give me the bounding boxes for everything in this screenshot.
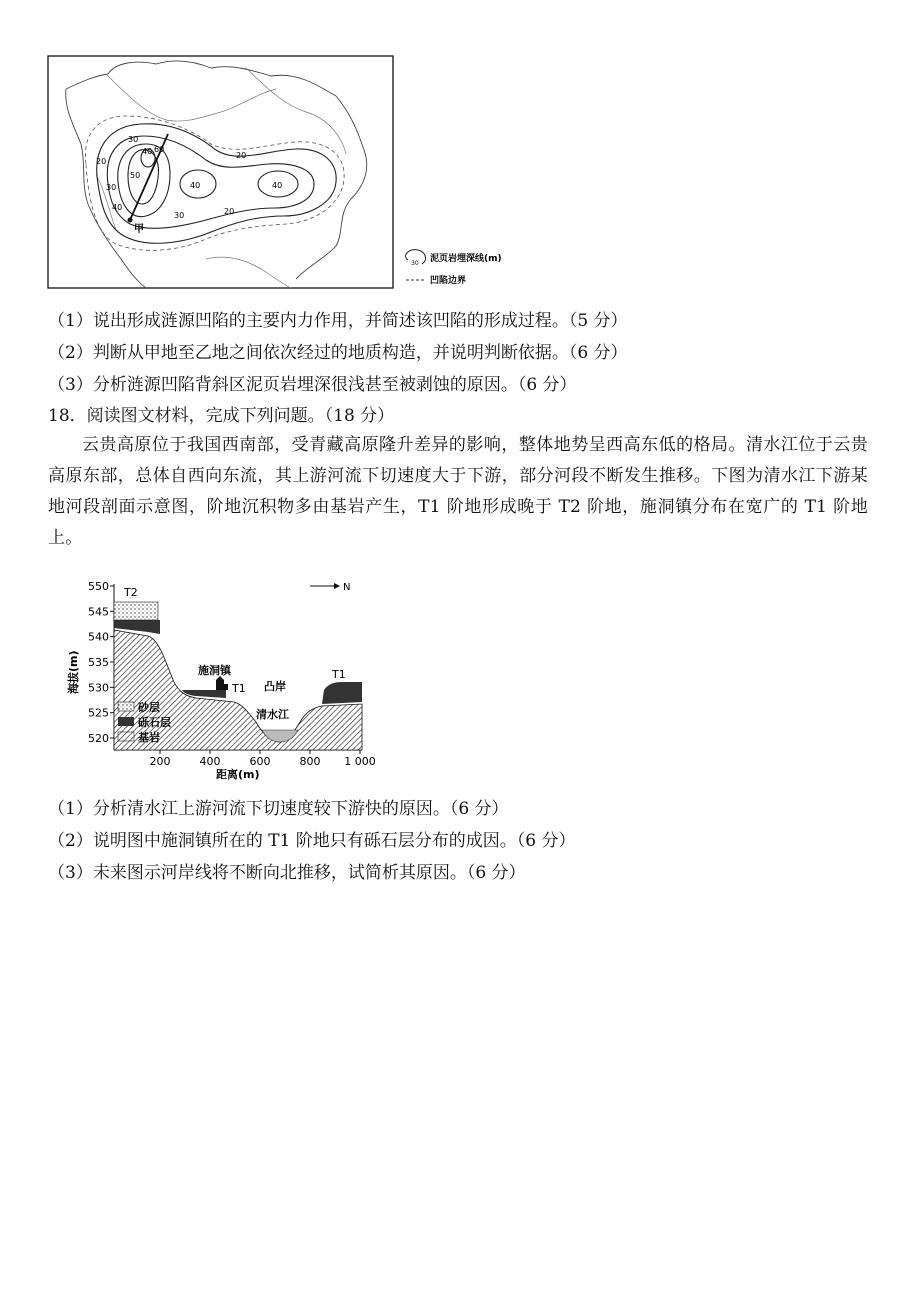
contour-label: 40 [142,147,153,156]
convex-bank-label: 凸岸 [264,680,286,693]
t1-left-label: T1 [232,682,246,695]
contour-label: 60 [154,145,165,154]
t2-label: T2 [124,586,138,599]
bedrock-legend-label: 基岩 [138,731,160,744]
y-tick-label: 535 [88,656,109,669]
contour-label: 30 [174,211,185,220]
contour-label: 40 [272,181,283,190]
contour-legend-symbol: 30 [411,260,419,267]
q17-question-3: （3）分析涟源凹陷背斜区泥页岩埋深很浅甚至被剥蚀的原因。（6 分） [48,375,577,395]
gravel-legend-label: 砾石层 [138,716,171,729]
x-tick-label: 600 [249,755,271,768]
sand-layer-t2 [114,602,158,620]
x-tick-label: 800 [299,755,321,768]
x-axis-title: 距离(m) [216,768,260,781]
q18-question-1: （1）分析清水江上游河流下切速度较下游快的原因。（6 分） [48,799,509,819]
bedrock-legend-swatch [118,732,134,741]
contour-label: 30 [106,183,117,192]
y-axis-title: 海拔(m) [67,650,80,694]
contour-map-figure [46,54,516,294]
boundary-legend-text: 凹陷边界 [430,276,467,286]
x-tick-label: 400 [199,755,221,768]
q17-question-2: （2）判断从甲地至乙地之间依次经过的地质构造，并说明判断依据。（6 分） [48,343,628,363]
sand-legend-label: 砂层 [138,701,160,714]
contour-label: 40 [112,203,123,212]
town-building [216,676,228,690]
place-marker [128,218,133,223]
contour-label: 20 [224,207,235,216]
y-tick-label: 550 [88,580,109,593]
q17-question-1: （1）说出形成涟源凹陷的主要内力作用，并简述该凹陷的形成过程。（5 分） [48,311,628,331]
q18-question-2: （2）说明图中施洞镇所在的 T1 阶地只有砾石层分布的成因。（6 分） [48,831,576,851]
x-tick-label: 200 [149,755,171,768]
y-tick-label: 530 [88,681,109,695]
north-arrow-head [334,583,340,589]
town-label: 施洞镇 [198,664,231,677]
q18-heading: 18．阅读图文材料，完成下列问题。（18 分） [48,406,395,426]
contour-label: 30 [128,135,139,144]
river-label: 清水江 [256,708,289,721]
contour-label: 20 [96,157,107,166]
y-tick-label: 545 [88,605,109,619]
gravel-legend-swatch [118,717,134,726]
t1-right-label: T1 [332,668,346,681]
y-tick-label: 540 [88,630,109,644]
north-label: N [343,582,351,593]
y-tick-label: 520 [88,732,109,745]
place-label-jia: 甲 [134,224,144,235]
contour-label: 20 [236,151,247,160]
y-tick-label: 525 [88,706,109,720]
sand-legend-swatch [118,702,134,711]
river-profile-figure [66,572,376,784]
gravel-layer-t1-right [322,682,362,704]
contour-label: 50 [130,171,141,180]
map-legend [406,250,502,286]
contour-label: 40 [190,181,201,190]
x-tick-label: 1 000 [344,755,376,768]
q18-question-3: （3）未来图示河岸线将不断向北推移，试简析其原因。（6 分） [48,863,526,883]
map-frame [48,56,393,288]
y-ticks [88,580,114,745]
contour-legend-text: 泥页岩埋深线(m) [430,254,502,264]
x-ticks [150,750,376,768]
q18-material-paragraph: 云贵高原位于我国西南部，受青藏高原隆升差异的影响，整体地势呈西高东低的格局。清水江位于云贵高原东部，总体自西向东流，其上游河流下切速度大于下游，部分河段不断发生推移。下图为清水江下游某地河段剖面示意图，阶地沉积物多由基岩产生，T1 阶地形成晚于 T2 阶地，施洞镇分布在宽广的 T1 阶地上。 [48,435,868,548]
